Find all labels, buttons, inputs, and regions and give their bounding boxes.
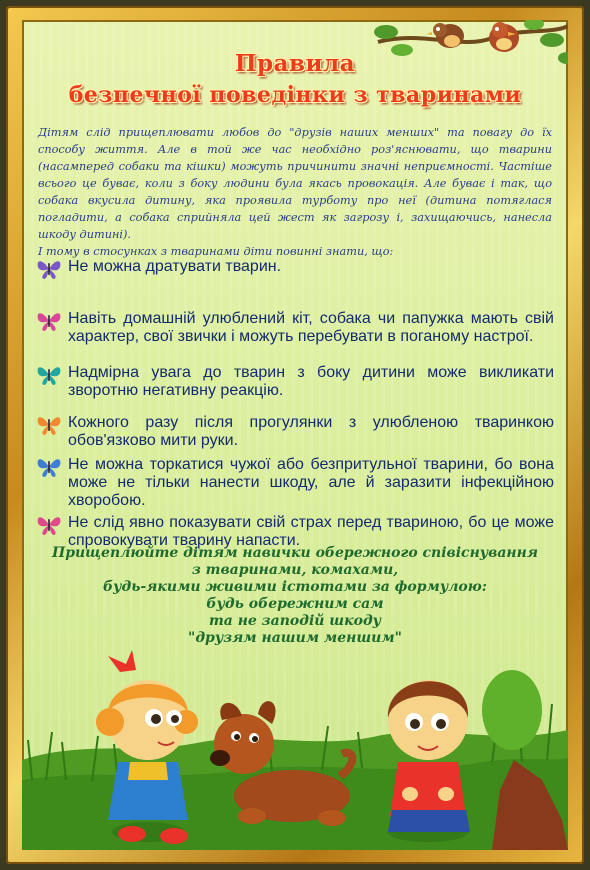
rule-text: Надмірна увага до тварин з боку дитини може викликати зворотню негативну реакцію.	[68, 364, 554, 399]
intro-text	[38, 124, 552, 260]
butterfly-icon	[36, 414, 62, 436]
puppy-cartoon-icon	[210, 701, 352, 826]
girl-cartoon-icon	[96, 650, 198, 844]
rule-text: Не можна торкатися чужої або безпритульної тварини, бо вона може не тільки нанести шкоду, але й заразити інфекційною хворобою.	[68, 456, 554, 509]
rule-item	[36, 414, 554, 450]
rule-text: Кожного разу після прогулянки з улюбленою тваринкою обов'язково мити руки.	[68, 414, 554, 449]
grass-icon	[22, 670, 568, 850]
title-line-2: безпечної поведінки з тваринами	[68, 82, 522, 108]
closing-line: та не заподій шкоду	[208, 613, 382, 629]
rule-item	[36, 456, 554, 510]
boy-cartoon-icon	[388, 680, 470, 842]
intro-lead: І тому в стосунках з тваринами діти повинні знати, що:	[38, 245, 394, 258]
rule-item	[36, 310, 554, 346]
rule-text: Не слід явно показувати свій страх перед твариною, бо це може спровокувати тварину напасти.	[68, 514, 554, 549]
rule-text: Не можна дратувати тварин.	[68, 258, 282, 275]
closing-line: Прищеплюйте дітям навички обережного співіснування	[51, 545, 538, 561]
butterfly-icon	[36, 456, 62, 478]
closing-line: з тваринами, комахами,	[191, 562, 399, 578]
rule-text: Навіть домашній улюблений кіт, собака чи папужка мають свій характер, свої звички і можуть перебувати в поганому настрої.	[68, 310, 554, 345]
poster	[22, 20, 568, 850]
closing-line: "друзям нашим меншим"	[188, 630, 402, 646]
closing-message	[22, 545, 568, 647]
rule-item	[36, 364, 554, 400]
butterfly-icon	[36, 514, 62, 536]
rule-item	[36, 258, 554, 276]
butterfly-icon	[36, 258, 62, 280]
closing-line: будь-якими живими істотами за формулою:	[103, 579, 487, 595]
butterfly-icon	[36, 364, 62, 386]
butterfly-icon	[36, 310, 62, 332]
closing-line: будь обережним сам	[206, 596, 384, 612]
intro-paragraph: Дітям слід прищеплювати любов до "друзів наших менших" та повагу до їх способу життя. Але в той же час необхідно роз'яснювати, що тварини (насамперед собаки та кішки) можуть причинити значні неприємності. Частіше всього це буває, коли з боку людини була якась провокація. Але буває і так, що собака вкусила дитину, яка проявила турботу про неї (дитина потяглася погладити, а собака сприйняла цей жест як загрозу і, захищаючись, нанесла шкоду дитині).	[38, 126, 552, 241]
title-line-1: Правила	[234, 50, 356, 77]
